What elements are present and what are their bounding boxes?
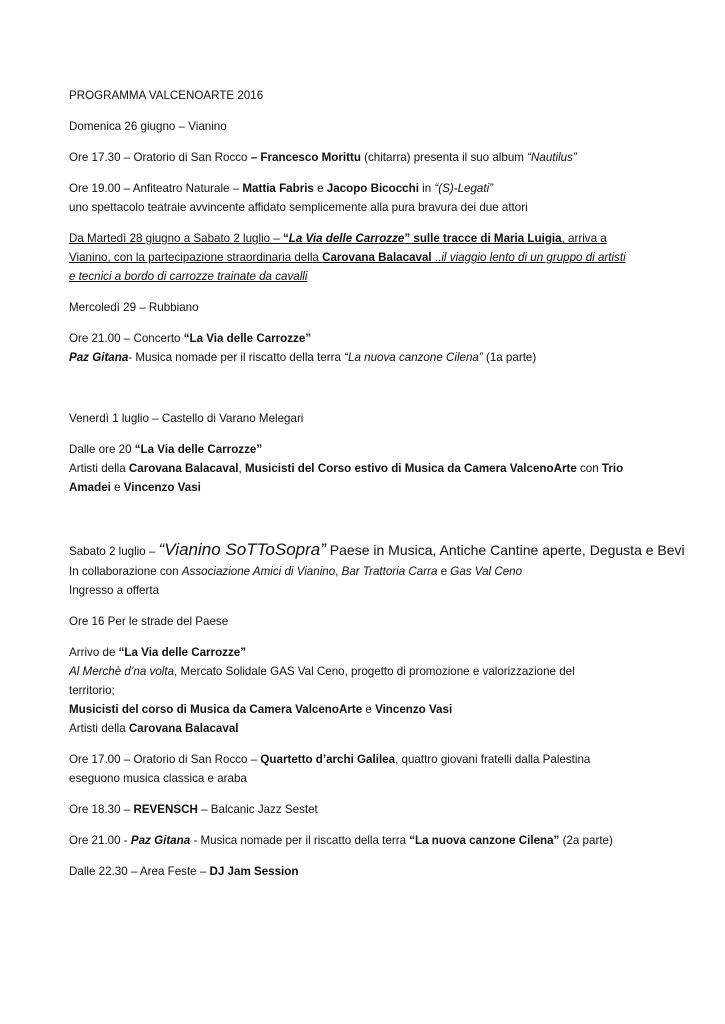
day4-ingresso: Ingresso a offerta xyxy=(69,584,160,597)
event-text: Ore 19.00 – Anfiteatro Naturale – xyxy=(69,182,243,195)
event-text: Arrivo de xyxy=(69,646,119,659)
performer-name: Musicisti del corso di Musica da Camera ValcenoArte xyxy=(69,703,363,716)
performer-name: Paz Gitana xyxy=(69,351,129,364)
show-title: “(S)-Legati” xyxy=(434,182,494,195)
performer-name: Amadei xyxy=(69,481,111,494)
event-text: Artisti della xyxy=(69,462,129,475)
day2-event2 xyxy=(69,348,536,367)
event-text: , xyxy=(335,565,342,578)
event-text: e xyxy=(110,481,124,494)
event-text: Ore 17.00 – Oratorio di San Rocco – xyxy=(69,753,261,766)
performer-name: Musicisti del Corso estivo di Musica da Camera ValcenoArte xyxy=(244,462,577,475)
day-text: Sabato 2 luglio – xyxy=(69,545,159,558)
event-text: - Musica nomade per il riscatto della terra xyxy=(190,834,410,847)
performer-name: Mattia Fabris xyxy=(242,182,314,195)
day4-ore16: Ore 16 Per le strade del Paese xyxy=(69,615,229,628)
event-text: e xyxy=(313,182,327,195)
day1-event1 xyxy=(69,148,577,167)
performer-name: – Francesco Morittu xyxy=(250,151,361,164)
event-text: e xyxy=(362,703,376,716)
performer-name: Jacopo Bicocchi xyxy=(326,182,419,195)
event-text: Ore 21.00 - xyxy=(69,834,131,847)
day4-merche xyxy=(69,662,575,681)
carrozze-line-3: e tecnici a bordo di carrozze trainate da cavalli xyxy=(69,270,308,283)
performer-name: Paz Gitana xyxy=(130,834,191,847)
day4-ore17-description: eseguono musica classica e araba xyxy=(69,772,247,785)
show-title: “La nuova canzone Cilena” xyxy=(409,834,560,847)
performer-name: Vincenzo Vasi xyxy=(375,703,453,716)
day4-collaboration xyxy=(69,562,522,581)
program-title: PROGRAMMA VALCENOARTE 2016 xyxy=(69,89,264,102)
event-description: il viaggio lento di un gruppo di artisti xyxy=(441,251,626,264)
day1-heading: Domenica 26 giugno – Vianino xyxy=(69,120,227,133)
festival-title: “Vianino SoTToSopra” xyxy=(158,540,326,559)
day3-event2 xyxy=(69,459,623,478)
event-text: Artisti della xyxy=(69,722,129,735)
event-title: “La Via delle Carrozze” xyxy=(183,332,312,345)
performer-name: Carovana Balacaval xyxy=(128,462,239,475)
day3-event3 xyxy=(69,478,201,497)
quote-mark: “ xyxy=(283,232,289,245)
event-text: e xyxy=(437,565,451,578)
event-text: (2a parte) xyxy=(559,834,613,847)
event-text: , quattro giovani fratelli dalla Palestina xyxy=(395,753,591,766)
performer-name: REVENSCH xyxy=(133,803,198,816)
event-text: (1a parte) xyxy=(482,351,537,364)
event-text: con xyxy=(576,462,602,475)
performer-name: DJ Jam Session xyxy=(209,865,299,878)
day4-arrivo xyxy=(69,643,246,662)
event-text: In collaborazione con xyxy=(69,565,182,578)
day4-ore21 xyxy=(69,831,613,850)
event-title: “La Via delle Carrozze” xyxy=(118,646,246,659)
event-text: – Balcanic Jazz Sestet xyxy=(197,803,318,816)
day1-event2 xyxy=(69,179,493,198)
event-text: Dalle 22.30 – Area Feste – xyxy=(69,865,210,878)
market-name: Al Merchè d’na volta xyxy=(69,665,175,678)
event-text: , Mercato Solidale GAS Val Ceno, progetto di promozione e valorizzazione del xyxy=(174,665,575,678)
partner-name: Gas Val Ceno xyxy=(450,565,523,578)
day4-territorio: territorio; xyxy=(69,684,115,697)
performer-name: Carovana Balacaval xyxy=(128,722,239,735)
performer-name: Vincenzo Vasi xyxy=(123,481,201,494)
event-text: .. xyxy=(431,251,442,264)
day3-heading: Venerdì 1 luglio – Castello di Varano Melegari xyxy=(69,412,304,425)
festival-subtitle: Paese in Musica, Antiche Cantine aperte, Degusta e Bevi xyxy=(325,542,685,558)
event-subtitle: ” sulle tracce di Maria Luigia xyxy=(404,232,562,245)
event-title: “La Via delle Carrozze” xyxy=(134,443,263,456)
event-text: , xyxy=(238,462,245,475)
event-text: Ore 17.30 – Oratorio di San Rocco xyxy=(69,151,251,164)
event-text: in xyxy=(418,182,435,195)
day2-heading: Mercoledì 29 – Rubbiano xyxy=(69,301,199,314)
event-text: Ore 21.00 – Concerto xyxy=(69,332,184,345)
carrozze-line-2 xyxy=(69,248,626,267)
day1-event2-description: uno spettacolo teatrale avvincente affidato semplicemente alla pura bravura dei due attori xyxy=(69,201,528,214)
day4-heading xyxy=(69,540,685,561)
event-text: Dalle ore 20 xyxy=(69,443,135,456)
event-text: Ore 18.30 – xyxy=(69,803,134,816)
event-text: , arriva a xyxy=(561,232,607,245)
performer-name: Trio xyxy=(601,462,624,475)
performer-name: Carovana Balacaval xyxy=(322,251,432,264)
partner-name: Associazione Amici di Vianino xyxy=(181,565,336,578)
dates-text: Da Martedì 28 giugno a Sabato 2 luglio – xyxy=(69,232,283,245)
day4-musicisti xyxy=(69,700,452,719)
event-text: (chitarra) presenta il suo album xyxy=(360,151,528,164)
day4-ore22 xyxy=(69,862,298,881)
day4-ore18 xyxy=(69,800,318,819)
event-text: Vianino, con la partecipazione straordinaria della xyxy=(69,251,323,264)
partner-name: Bar Trattoria Carra xyxy=(341,565,438,578)
show-title: “La nuova canzone Cilena” xyxy=(344,351,483,364)
performer-name: Quartetto d’archi Galilea xyxy=(260,753,396,766)
day4-ore17 xyxy=(69,750,590,769)
carrozze-line-1 xyxy=(69,229,607,248)
day2-event1 xyxy=(69,329,311,348)
event-title: La Via delle Carrozze xyxy=(288,232,405,245)
day4-artisti xyxy=(69,719,239,738)
event-text: - Musica nomade per il riscatto della terra xyxy=(128,351,345,364)
day3-event1 xyxy=(69,440,262,459)
album-title: “Nautilus” xyxy=(527,151,577,164)
